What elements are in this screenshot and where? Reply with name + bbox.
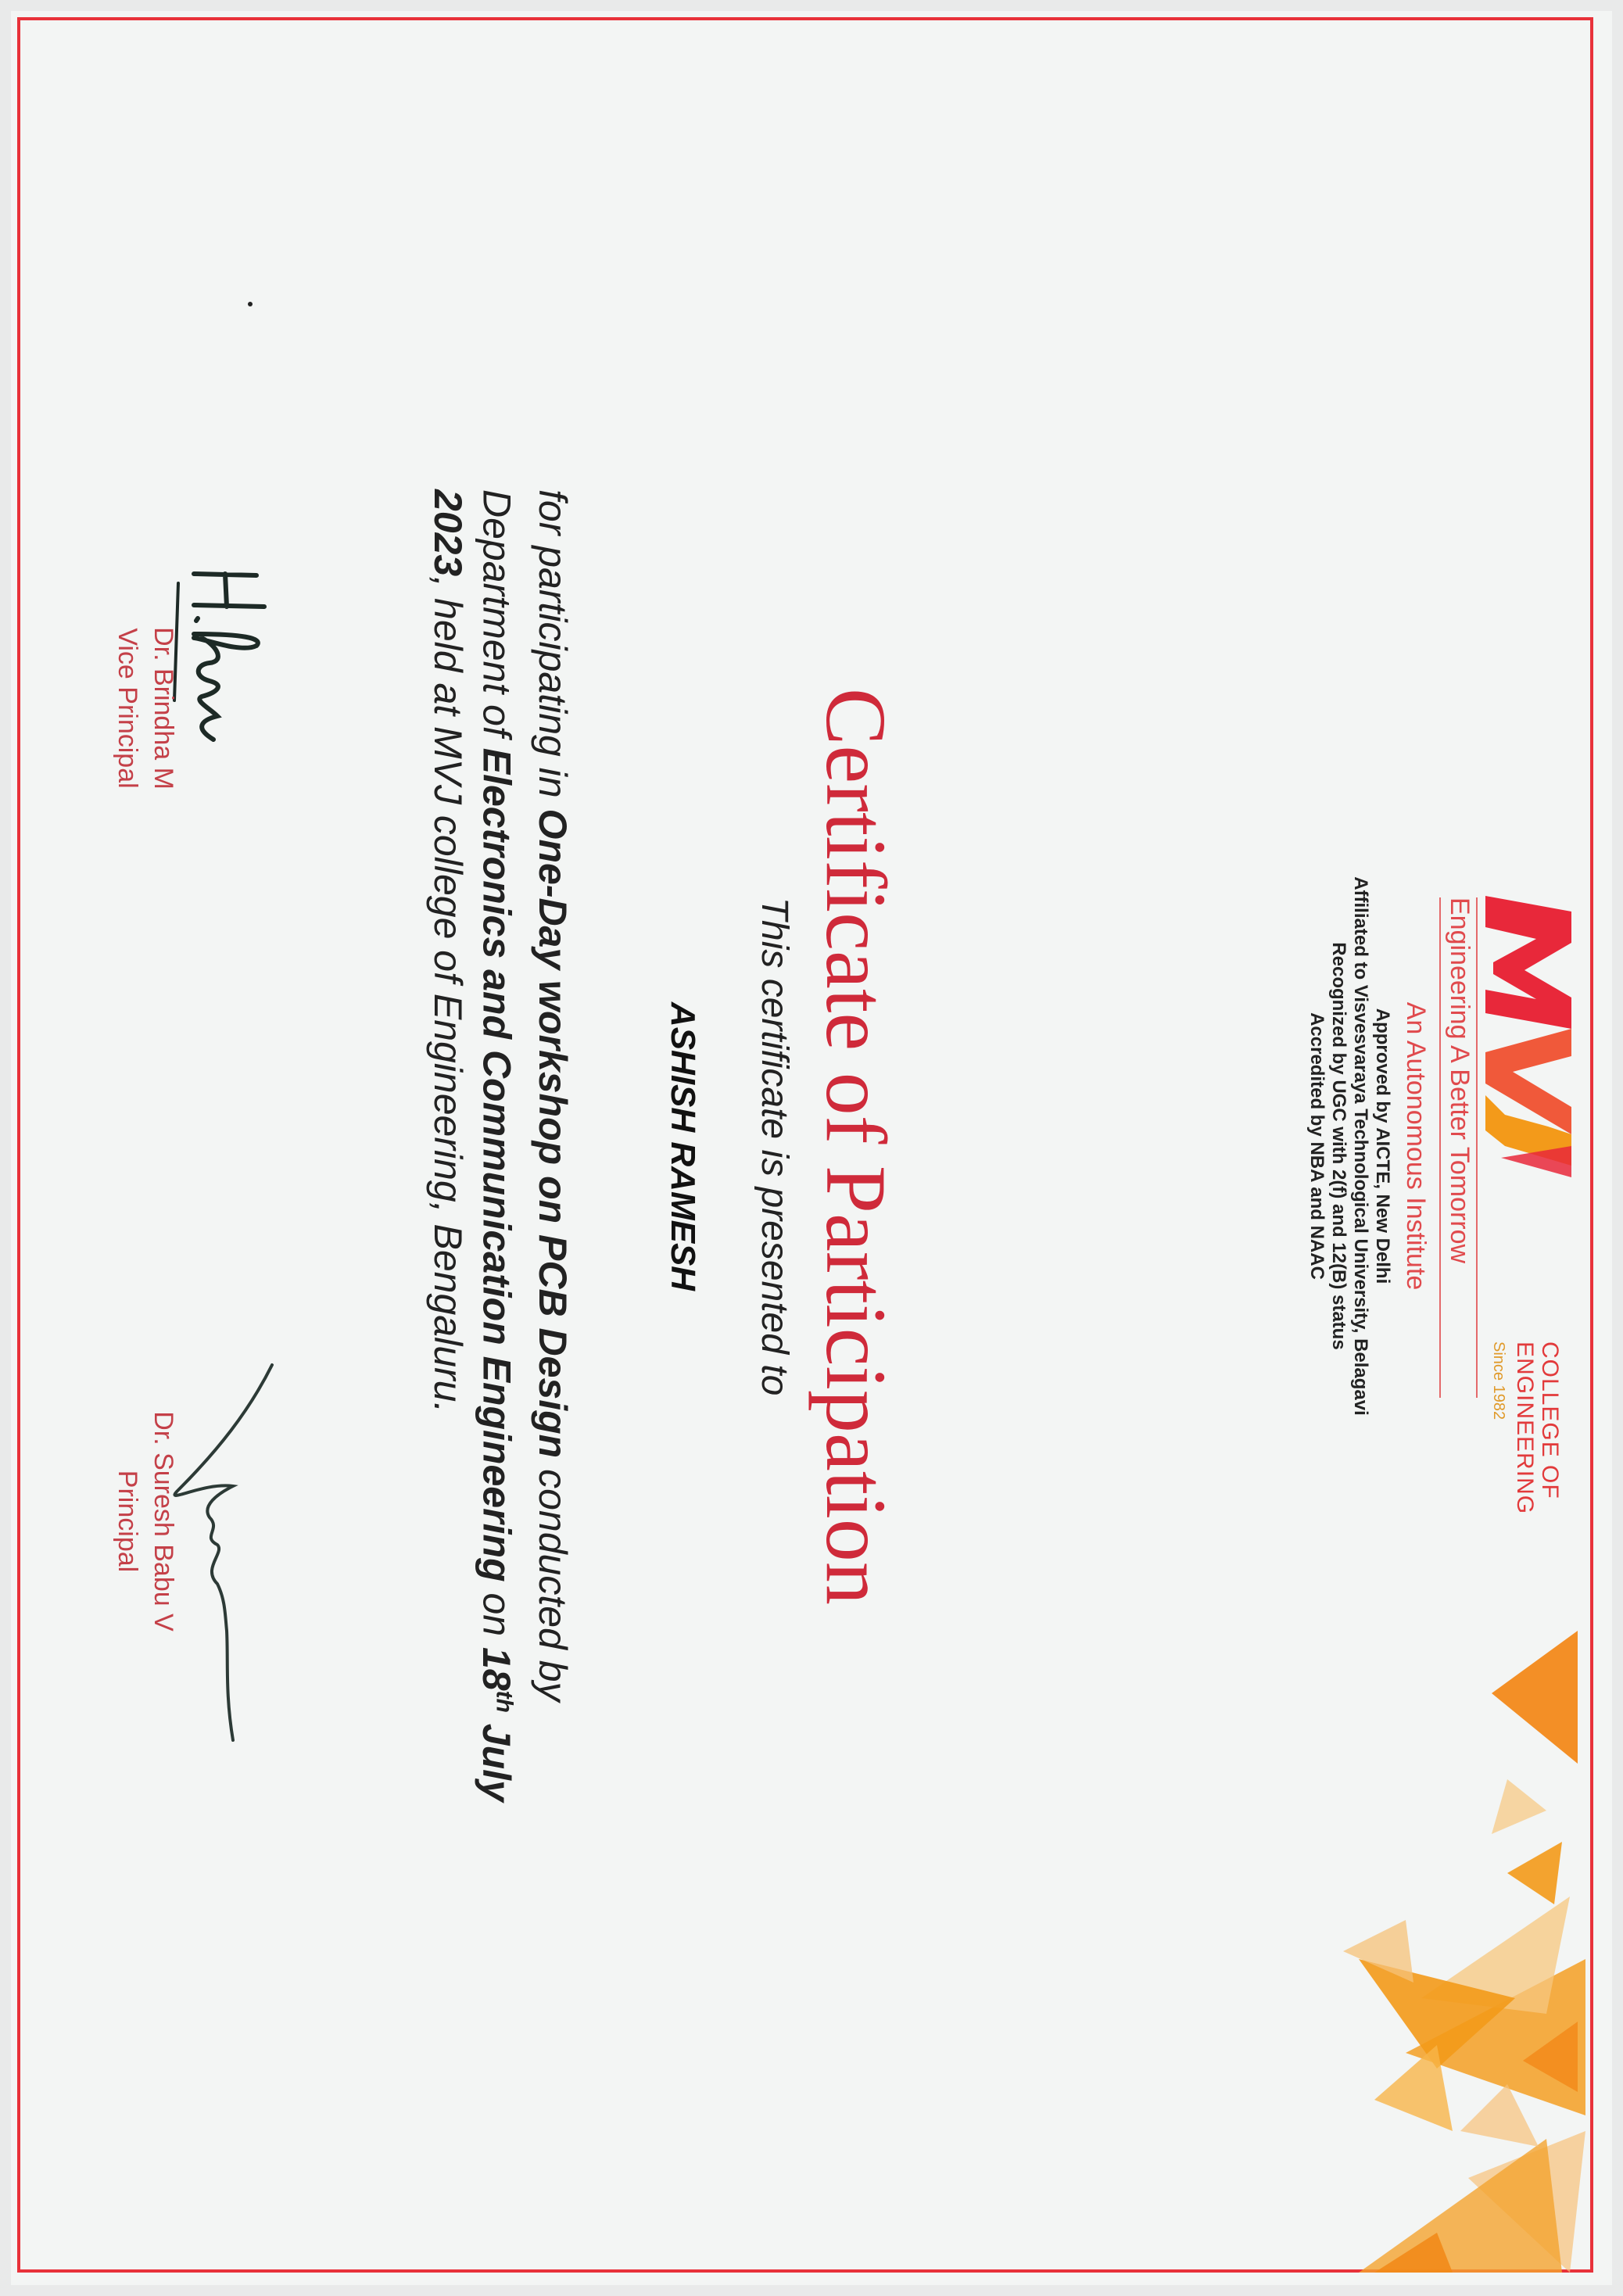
affiliation-line: Accredited by NBA and NAAC	[1306, 1012, 1327, 1280]
body-text: for participating in	[531, 489, 575, 809]
autonomous-label: An Autonomous Institute	[1401, 1001, 1431, 1291]
vice-principal-signature-icon	[163, 560, 288, 810]
affiliation-lines	[1306, 849, 1393, 1443]
ink-dot	[248, 302, 253, 306]
affiliation-line: Approved by AICTE, New Delhi	[1372, 1008, 1393, 1284]
principal-name: Dr. Suresh Babu V	[149, 1411, 178, 1632]
date-month-year: July 2023	[426, 489, 519, 1802]
college-name-line1: COLLEGE OF	[1537, 1341, 1563, 1499]
vice-principal-name: Dr. Brindha M	[149, 627, 178, 790]
certificate-title: Certificate of Participation	[808, 688, 904, 1605]
presented-to-label: This certificate is presented to	[754, 897, 795, 1396]
date-day: 18	[475, 1646, 519, 1691]
since-label: Since 1982	[1490, 1341, 1507, 1420]
department-name: Electronics and Communication Engineering	[475, 747, 519, 1582]
body-text: conducted by Department of	[475, 489, 575, 1702]
college-name	[1512, 1341, 1562, 1514]
college-tagline: Engineering A Better Tomorrow	[1439, 897, 1478, 1398]
college-name-line2: ENGINEERING	[1512, 1341, 1538, 1515]
certificate-body	[424, 489, 577, 1897]
principal-role: Principal	[113, 1470, 142, 1573]
date-suffix: th	[492, 1690, 518, 1713]
event-name: One-Day workshop on PCB Design	[531, 808, 575, 1459]
recipient-name: ASHISH RAMESH	[664, 1001, 702, 1291]
certificate-content	[20, 20, 1593, 2273]
affiliation-line: Affiliated to Visvesvaraya Technological University, Belagavi	[1350, 876, 1371, 1416]
vice-principal-role: Vice Principal	[113, 628, 142, 789]
mvj-logo-icon	[1478, 896, 1579, 1334]
body-text: on	[475, 1581, 519, 1647]
body-text: , held at MVJ college of Engineering, Bengaluru.	[426, 576, 471, 1413]
affiliation-line: Recognized by UGC with 2(f) and 12(B) status	[1328, 942, 1349, 1350]
